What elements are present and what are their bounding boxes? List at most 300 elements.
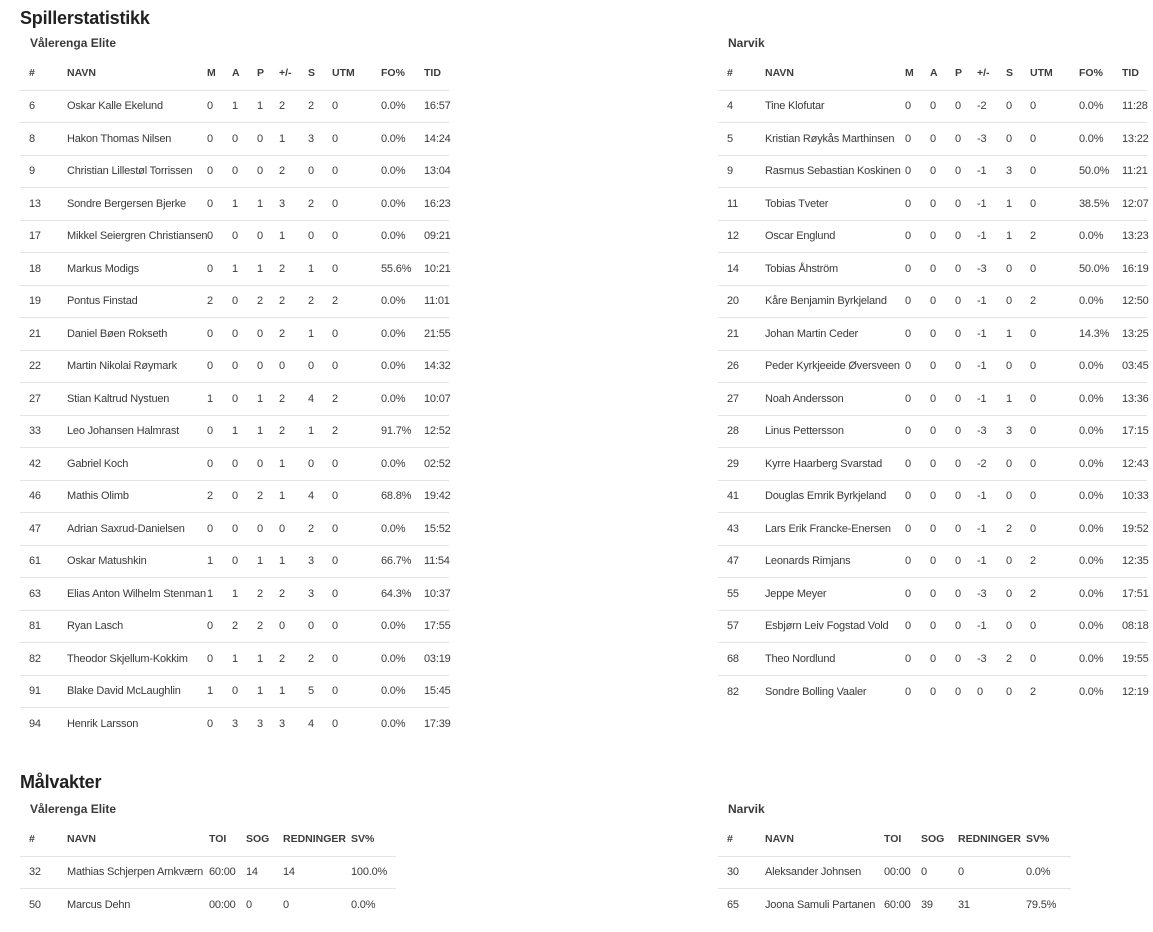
goalie-stats-section xyxy=(20,792,1147,921)
cell: 0.0% xyxy=(381,230,406,243)
cell: 0 xyxy=(257,165,263,178)
goalie-table-home-wrap xyxy=(20,792,449,921)
cell: 08:18 xyxy=(1122,620,1149,633)
cell: 0.0% xyxy=(381,132,406,145)
table-row xyxy=(718,253,1147,286)
cell: Kåre Benjamin Byrkjeland xyxy=(765,295,887,308)
cell: 4 xyxy=(308,718,314,730)
cell: -2 xyxy=(977,457,987,470)
cell: 0.0% xyxy=(1079,132,1104,145)
column-header: # xyxy=(727,66,733,79)
cell: 0 xyxy=(232,392,238,405)
cell: 1 xyxy=(232,197,238,210)
cell: 0 xyxy=(930,230,936,243)
cell: 2 xyxy=(1030,685,1036,698)
cell: 0.0% xyxy=(381,718,406,730)
table-header xyxy=(20,822,396,856)
cell: 0 xyxy=(955,360,961,373)
cell: 0.0% xyxy=(381,652,406,665)
table-row xyxy=(718,90,1147,123)
cell: 0 xyxy=(257,327,263,340)
cell: 0.0% xyxy=(351,899,376,911)
cell: Martin Nikolai Røymark xyxy=(67,360,177,373)
cell: 66.7% xyxy=(381,555,412,568)
cell: 1 xyxy=(1006,327,1012,340)
cell: 0 xyxy=(1030,652,1036,665)
cell: 14:24 xyxy=(424,132,451,145)
section-title-goalies: Målvakter xyxy=(20,772,102,792)
cell: 0 xyxy=(207,425,213,438)
table-row xyxy=(20,155,449,188)
cell: 0 xyxy=(332,522,338,535)
cell: 39 xyxy=(921,899,933,911)
team-name-away-goalies: Narvik xyxy=(728,802,765,816)
cell: 0 xyxy=(905,652,911,665)
table-body xyxy=(718,90,1147,708)
cell: Esbjørn Leiv Fogstad Vold xyxy=(765,620,889,633)
cell: 0 xyxy=(955,555,961,568)
table-row xyxy=(718,155,1147,188)
cell: 0.0% xyxy=(1079,295,1104,308)
cell: 0 xyxy=(1030,522,1036,535)
cell: Oscar Englund xyxy=(765,230,836,243)
cell: 28 xyxy=(727,425,739,438)
cell: 0 xyxy=(332,555,338,568)
cell: 0 xyxy=(332,165,338,178)
cell: 0 xyxy=(955,425,961,438)
table-header xyxy=(718,56,1147,90)
table-row xyxy=(718,610,1147,643)
cell: 1 xyxy=(279,457,285,470)
cell: 6 xyxy=(29,100,35,113)
column-header: # xyxy=(29,66,35,79)
cell: 1 xyxy=(1006,392,1012,405)
cell: 0 xyxy=(232,295,238,308)
goalie-stats-table-home xyxy=(20,822,396,921)
cell: 0 xyxy=(905,685,911,698)
cell: 0.0% xyxy=(1079,360,1104,373)
cell: 1 xyxy=(232,652,238,665)
cell: 10:07 xyxy=(424,392,451,405)
cell: 3 xyxy=(257,718,263,730)
cell: 0 xyxy=(207,620,213,633)
cell: 0 xyxy=(921,866,927,879)
cell: 0.0% xyxy=(381,165,406,178)
cell: 0 xyxy=(232,230,238,243)
table-header-row xyxy=(20,822,396,856)
cell: 1 xyxy=(279,555,285,568)
cell: 11:28 xyxy=(1122,100,1148,113)
cell: 00:00 xyxy=(209,899,236,911)
cell: 47 xyxy=(29,522,41,535)
cell: 94 xyxy=(29,718,41,730)
cell: 0 xyxy=(930,165,936,178)
cell: 0 xyxy=(905,360,911,373)
cell: 0 xyxy=(257,457,263,470)
cell: 0.0% xyxy=(1079,392,1104,405)
cell: -1 xyxy=(977,490,987,503)
table-header xyxy=(718,822,1071,856)
cell: 0 xyxy=(955,457,961,470)
table-row xyxy=(718,513,1147,546)
cell: 68 xyxy=(727,652,739,665)
table-row xyxy=(718,318,1147,351)
cell: 0 xyxy=(257,132,263,145)
cell: 0 xyxy=(232,165,238,178)
cell: 12:43 xyxy=(1122,457,1149,470)
table-row xyxy=(20,220,449,253)
cell: 12 xyxy=(727,230,739,243)
cell: 33 xyxy=(29,425,41,438)
cell: 0.0% xyxy=(1079,230,1104,243)
cell: 0 xyxy=(955,652,961,665)
table-row xyxy=(20,90,449,123)
table-row xyxy=(20,448,449,481)
cell: 0 xyxy=(905,425,911,438)
cell: 0 xyxy=(905,132,911,145)
cell: 27 xyxy=(727,392,739,405)
column-header: # xyxy=(727,832,733,845)
cell: 0 xyxy=(930,652,936,665)
cell: Henrik Larsson xyxy=(67,718,139,730)
cell: 0 xyxy=(279,360,285,373)
cell: 0 xyxy=(930,587,936,600)
table-row xyxy=(718,415,1147,448)
cell: 17:39 xyxy=(424,718,451,730)
cell: 0 xyxy=(308,457,314,470)
cell: 14 xyxy=(246,866,258,879)
cell: 0.0% xyxy=(1079,425,1104,438)
cell: 2 xyxy=(207,295,213,308)
cell: 0 xyxy=(905,555,911,568)
goalie-table-away-wrap xyxy=(718,792,1147,921)
table-row xyxy=(20,188,449,221)
column-header: REDNINGER xyxy=(283,832,347,845)
cell: 0 xyxy=(955,327,961,340)
table-row xyxy=(718,480,1147,513)
cell: 2 xyxy=(308,100,314,113)
cell: 19:55 xyxy=(1122,652,1149,665)
cell: 1 xyxy=(257,652,263,665)
cell: 0 xyxy=(958,866,964,879)
cell: 0 xyxy=(930,262,936,275)
cell: 0 xyxy=(905,327,911,340)
cell: 1 xyxy=(257,197,263,210)
cell: 0 xyxy=(1006,457,1012,470)
cell: 0.0% xyxy=(381,457,406,470)
cell: 0 xyxy=(1030,392,1036,405)
cell: 1 xyxy=(279,132,285,145)
cell: 1 xyxy=(257,392,263,405)
cell: -1 xyxy=(977,555,987,568)
cell: Hakon Thomas Nilsen xyxy=(67,132,172,145)
column-header: SV% xyxy=(1026,832,1050,845)
cell: 2 xyxy=(279,652,285,665)
cell: Mathis Olimb xyxy=(67,490,129,503)
cell: 41 xyxy=(727,490,739,503)
cell: 0 xyxy=(332,327,338,340)
cell: 19:52 xyxy=(1122,522,1149,535)
cell: 17 xyxy=(29,230,41,243)
cell: 14 xyxy=(727,262,739,275)
cell: 50 xyxy=(29,899,41,911)
cell: 68.8% xyxy=(381,490,412,503)
cell: 64.3% xyxy=(381,587,412,600)
cell: Kyrre Haarberg Svarstad xyxy=(765,457,883,470)
cell: 55 xyxy=(727,587,739,600)
cell: 0 xyxy=(977,685,983,698)
cell: 42 xyxy=(29,457,41,470)
table-row xyxy=(718,889,1071,922)
cell: 2 xyxy=(257,295,263,308)
cell: 2 xyxy=(232,620,238,633)
cell: 1 xyxy=(257,425,263,438)
table-row xyxy=(20,350,449,383)
cell: 0 xyxy=(1030,425,1036,438)
cell: Sondre Bolling Vaaler xyxy=(765,685,867,698)
cell: Douglas Emrik Byrkjeland xyxy=(765,490,887,503)
cell: 0 xyxy=(207,360,213,373)
cell: 15:45 xyxy=(424,685,451,698)
cell: Daniel Bøen Rokseth xyxy=(67,327,168,340)
cell: Oskar Matushkin xyxy=(67,555,147,568)
table-row xyxy=(20,675,449,708)
column-header: P xyxy=(955,66,963,79)
cell: Tobias Tveter xyxy=(765,197,829,210)
cell: 0.0% xyxy=(381,522,406,535)
cell: 82 xyxy=(29,652,41,665)
cell: -1 xyxy=(977,295,987,308)
cell: 16:23 xyxy=(424,197,451,210)
table-row xyxy=(20,383,449,416)
cell: 12:50 xyxy=(1122,295,1149,308)
cell: 3 xyxy=(308,555,314,568)
cell: 4 xyxy=(308,490,314,503)
cell: 03:19 xyxy=(424,652,451,665)
cell: 0 xyxy=(1030,327,1036,340)
cell: 0 xyxy=(1030,457,1036,470)
cell: Oskar Kalle Ekelund xyxy=(67,100,163,113)
table-row xyxy=(20,856,396,889)
cell: 9 xyxy=(29,165,35,178)
cell: 0.0% xyxy=(381,360,406,373)
cell: 0.0% xyxy=(381,685,406,698)
cell: 2 xyxy=(308,522,314,535)
cell: 21 xyxy=(727,327,739,340)
cell: 8 xyxy=(29,132,35,145)
table-body xyxy=(718,856,1071,921)
cell: 0.0% xyxy=(381,327,406,340)
cell: 0 xyxy=(1030,197,1036,210)
cell: 0 xyxy=(232,555,238,568)
cell: 81 xyxy=(29,620,41,633)
cell: Stian Kaltrud Nystuen xyxy=(67,392,170,405)
cell: 0 xyxy=(1030,490,1036,503)
cell: 2 xyxy=(207,490,213,503)
table-row xyxy=(718,448,1147,481)
column-header: NAVN xyxy=(67,66,96,79)
cell: 0.0% xyxy=(1079,620,1104,633)
cell: 13 xyxy=(29,197,41,210)
table-row xyxy=(718,856,1071,889)
cell: 0 xyxy=(955,685,961,698)
cell: 3 xyxy=(308,587,314,600)
cell: 0.0% xyxy=(1079,652,1104,665)
cell: 0 xyxy=(332,230,338,243)
cell: -1 xyxy=(977,165,987,178)
cell: 79.5% xyxy=(1026,899,1057,911)
cell: -1 xyxy=(977,360,987,373)
cell: 0.0% xyxy=(381,100,406,113)
cell: -1 xyxy=(977,522,987,535)
cell: Joona Samuli Partanen xyxy=(765,899,876,911)
cell: 2 xyxy=(279,425,285,438)
cell: 9 xyxy=(727,165,733,178)
cell: 0 xyxy=(930,685,936,698)
cell: 0 xyxy=(1030,100,1036,113)
cell: 0 xyxy=(332,490,338,503)
cell: 0 xyxy=(207,522,213,535)
cell: 63 xyxy=(29,587,41,600)
cell: 20 xyxy=(727,295,739,308)
cell: Tine Klofutar xyxy=(765,100,825,113)
cell: Lars Erik Francke-Enersen xyxy=(765,522,891,535)
cell: 13:25 xyxy=(1122,327,1149,340)
cell: 14.3% xyxy=(1079,327,1110,340)
cell: 0 xyxy=(930,425,936,438)
column-header: SOG xyxy=(921,832,945,845)
cell: 0.0% xyxy=(1079,522,1104,535)
cell: 0 xyxy=(332,457,338,470)
cell: 14:32 xyxy=(424,360,451,373)
cell: 2 xyxy=(257,587,263,600)
cell: 2 xyxy=(308,652,314,665)
cell: 0 xyxy=(308,620,314,633)
cell: 0 xyxy=(930,132,936,145)
cell: Christian Lillestøl Torrissen xyxy=(67,165,193,178)
cell: 0 xyxy=(930,522,936,535)
cell: 0.0% xyxy=(1026,866,1051,879)
cell: 0 xyxy=(1030,620,1036,633)
cell: 2 xyxy=(279,262,285,275)
cell: 2 xyxy=(1030,230,1036,243)
player-stats-table-away xyxy=(718,56,1147,708)
cell: 00:00 xyxy=(884,866,911,879)
cell: Tobias Åhström xyxy=(765,262,839,275)
cell: Ryan Lasch xyxy=(67,620,124,633)
cell: Gabriel Koch xyxy=(67,457,129,470)
cell: 2 xyxy=(257,620,263,633)
cell: 19 xyxy=(29,295,41,308)
cell: 0 xyxy=(905,262,911,275)
cell: 0 xyxy=(232,360,238,373)
cell: 3 xyxy=(308,132,314,145)
cell: 12:35 xyxy=(1122,555,1149,568)
cell: 0 xyxy=(207,165,213,178)
cell: 1 xyxy=(308,425,314,438)
cell: 0 xyxy=(1030,262,1036,275)
cell: 2 xyxy=(1006,522,1012,535)
cell: 0 xyxy=(905,490,911,503)
table-row xyxy=(20,415,449,448)
cell: 0 xyxy=(207,132,213,145)
cell: Marcus Dehn xyxy=(67,899,131,911)
cell: 0 xyxy=(1006,132,1012,145)
team-name-home-goalies: Vålerenga Elite xyxy=(30,802,117,816)
table-row xyxy=(20,513,449,546)
cell: 1 xyxy=(308,262,314,275)
cell: 09:21 xyxy=(424,230,451,243)
cell: Sondre Bergersen Bjerke xyxy=(67,197,186,210)
cell: 1 xyxy=(232,425,238,438)
cell: 13:36 xyxy=(1122,392,1149,405)
cell: 2 xyxy=(1030,295,1036,308)
cell: 1 xyxy=(1006,197,1012,210)
player-table-home-wrap xyxy=(20,28,449,740)
cell: 43 xyxy=(727,522,739,535)
cell: 0 xyxy=(905,587,911,600)
cell: 50.0% xyxy=(1079,262,1110,275)
table-row xyxy=(718,578,1147,611)
cell: 0 xyxy=(207,327,213,340)
column-header: M xyxy=(905,66,914,79)
cell: -3 xyxy=(977,132,987,145)
cell: 0 xyxy=(955,230,961,243)
cell: 0 xyxy=(308,360,314,373)
cell: 14 xyxy=(283,866,295,879)
cell: 0 xyxy=(955,587,961,600)
cell: 26 xyxy=(727,360,739,373)
cell: 12:52 xyxy=(424,425,451,438)
cell: 3 xyxy=(1006,165,1012,178)
table-row xyxy=(20,545,449,578)
cell: 30 xyxy=(727,866,739,879)
cell: 0 xyxy=(905,100,911,113)
cell: 4 xyxy=(308,392,314,405)
cell: 1 xyxy=(257,100,263,113)
cell: 0 xyxy=(1006,620,1012,633)
cell: 0 xyxy=(332,262,338,275)
cell: 0 xyxy=(207,230,213,243)
table-row xyxy=(718,188,1147,221)
player-table-away-wrap xyxy=(718,28,1147,708)
section-title-players: Spillerstatistikk xyxy=(20,8,150,28)
cell: 47 xyxy=(727,555,739,568)
cell: 13:04 xyxy=(424,165,451,178)
cell: -1 xyxy=(977,392,987,405)
cell: -2 xyxy=(977,100,987,113)
cell: 2 xyxy=(1030,555,1036,568)
cell: Rasmus Sebastian Koskinen xyxy=(765,165,901,178)
cell: 22 xyxy=(29,360,41,373)
column-header: TID xyxy=(424,66,441,79)
team-name-home: Vålerenga Elite xyxy=(30,36,117,50)
table-row xyxy=(718,675,1147,708)
cell: 0 xyxy=(283,899,289,911)
cell: 0 xyxy=(905,457,911,470)
cell: 0 xyxy=(1006,262,1012,275)
cell: Aleksander Johnsen xyxy=(765,866,862,879)
cell: 10:37 xyxy=(424,587,451,600)
cell: 3 xyxy=(232,718,238,730)
cell: 0 xyxy=(955,522,961,535)
cell: 0 xyxy=(257,360,263,373)
cell: 10:33 xyxy=(1122,490,1149,503)
goalie-stats-table-away xyxy=(718,822,1071,921)
cell: 61 xyxy=(29,555,41,568)
cell: 0 xyxy=(207,652,213,665)
team-name-away: Narvik xyxy=(728,36,765,50)
